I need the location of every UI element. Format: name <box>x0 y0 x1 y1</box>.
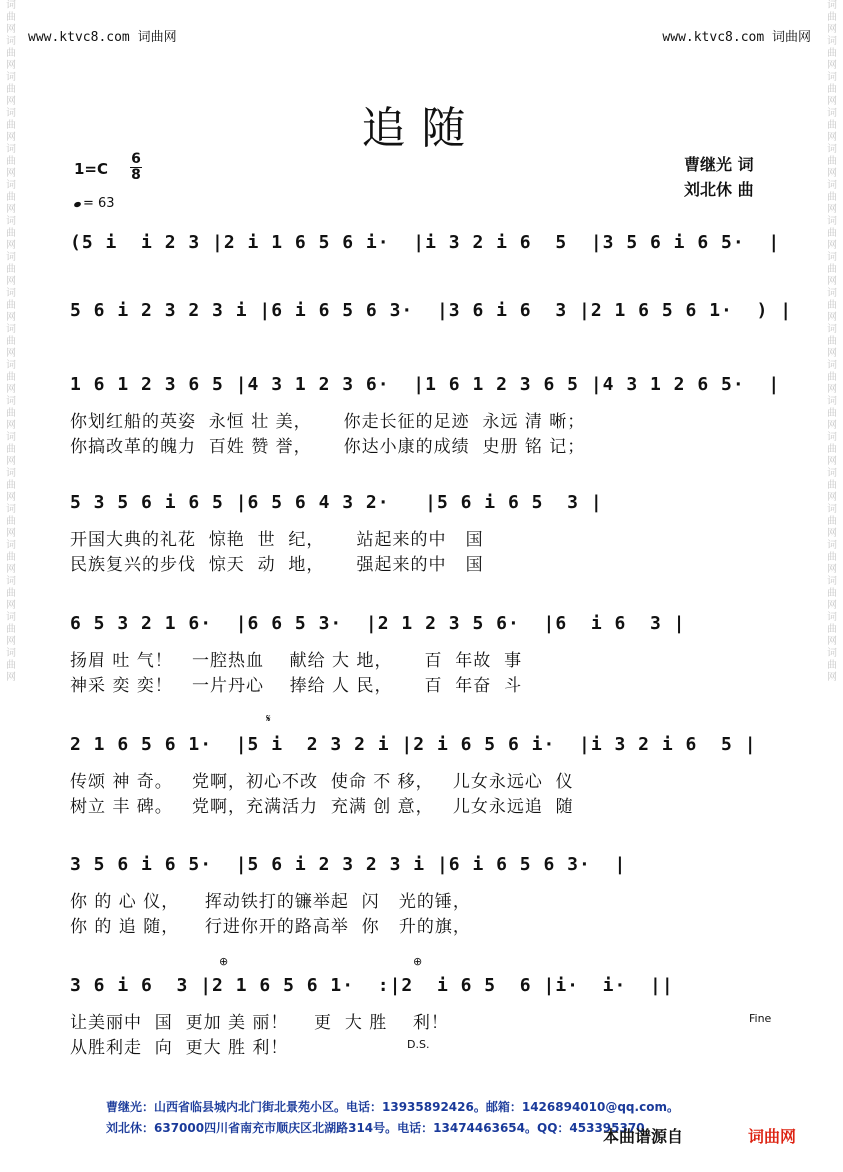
watermark-char: 曲 <box>6 516 16 527</box>
watermark-char: 曲 <box>827 408 837 419</box>
lyric-verse-2: 神采 奕 奕！ 一片丹心 捧给 人 民， 百 年奋 斗 <box>70 676 523 696</box>
watermark-char: 曲 <box>6 336 16 347</box>
lyric-verse-2: 民族复兴的步伐 惊天 动 地， 强起来的中 国 <box>70 555 484 575</box>
watermark-char: 词 <box>6 648 16 659</box>
notation-line: 5 3 5 6 i 6 5 |6 5 6 4 3 2· |5 6 i 6 5 3 | <box>70 492 603 513</box>
watermark-char: 网 <box>6 240 16 251</box>
lyric-verse-1: 扬眉 吐 气！ 一腔热血 献给 大 地， 百 年故 事 <box>70 651 523 671</box>
watermark-char: 词 <box>827 612 837 623</box>
watermark-char: 网 <box>827 564 837 575</box>
coda-mark-1: ⊕ <box>219 955 229 968</box>
watermark-char: 词 <box>827 396 837 407</box>
watermark-char: 曲 <box>6 48 16 59</box>
watermark-char: 曲 <box>827 84 837 95</box>
watermark-char: 词 <box>6 396 16 407</box>
watermark-char: 词 <box>827 540 837 551</box>
tempo-value: = 63 <box>83 196 115 211</box>
lyric-verse-1: 开国大典的礼花 惊艳 世 纪， 站起来的中 国 <box>70 530 484 550</box>
watermark-char: 词 <box>6 432 16 443</box>
watermark-char: 网 <box>6 276 16 287</box>
watermark-char: 词 <box>6 252 16 263</box>
site-url-left[interactable]: www.ktvc8.com 词曲网 <box>28 30 177 45</box>
source-label: 本曲谱源自 <box>603 1127 684 1146</box>
watermark-char: 网 <box>6 384 16 395</box>
watermark-char: 词 <box>827 252 837 263</box>
watermark-char: 曲 <box>827 48 837 59</box>
composer-credit: 刘北休 曲 <box>684 180 754 199</box>
time-signature-top: 6 <box>131 151 141 167</box>
watermark-char: 网 <box>827 96 837 107</box>
watermark-char: 曲 <box>827 624 837 635</box>
watermark-char: 网 <box>827 60 837 71</box>
watermark-char: 词 <box>6 360 16 371</box>
quarter-note-icon <box>73 201 81 208</box>
lyric-verse-2: 你搞改革的魄力 百姓 赞 誉， 你达小康的成绩 史册 铭 记； <box>70 437 586 457</box>
watermark-char: 网 <box>827 384 837 395</box>
watermark-char: 网 <box>827 276 837 287</box>
watermark-char: 曲 <box>827 336 837 347</box>
watermark-char: 曲 <box>827 12 837 23</box>
footer-line-composer: 刘北休：637000四川省南充市顺庆区北湖路314号。电话：13474463654。QQ：453395370 <box>106 1121 645 1135</box>
watermark-char: 曲 <box>827 192 837 203</box>
watermark-char: 词 <box>827 36 837 47</box>
notation-line: 3 6 i 6 3 |2 1 6 5 6 1· :|2 i 6 5 6 |i· i· || <box>70 975 674 996</box>
watermark-char: 词 <box>827 324 837 335</box>
watermark-char: 网 <box>6 420 16 431</box>
watermark-char: 词 <box>827 72 837 83</box>
watermark-char: 网 <box>827 600 837 611</box>
watermark-char: 网 <box>827 240 837 251</box>
watermark-char: 网 <box>827 456 837 467</box>
lyric-verse-2: 从胜利走 向 更大 胜 利！ <box>70 1038 289 1058</box>
watermark-char: 网 <box>6 24 16 35</box>
watermark-char: 词 <box>6 288 16 299</box>
lyricist-credit: 曹继光 词 <box>684 155 754 174</box>
watermark-char: 词 <box>6 144 16 155</box>
watermark-char: 曲 <box>6 12 16 23</box>
watermark-char: 曲 <box>827 264 837 275</box>
watermark-char: 词 <box>6 576 16 587</box>
watermark-char: 词 <box>6 612 16 623</box>
watermark-char: 词 <box>6 36 16 47</box>
watermark-char: 网 <box>6 60 16 71</box>
watermark-char: 网 <box>6 564 16 575</box>
lyric-verse-2: 你 的 追 随， 行进你开的路高举 你 升的旗， <box>70 917 471 937</box>
watermark-char: 网 <box>827 204 837 215</box>
watermark-char: 词 <box>6 468 16 479</box>
site-logo[interactable]: 词曲网 <box>748 1127 797 1146</box>
watermark-char: 网 <box>6 204 16 215</box>
watermark-char: 词 <box>827 468 837 479</box>
watermark-char: 曲 <box>827 156 837 167</box>
watermark-char: 词 <box>6 108 16 119</box>
tempo-marking <box>74 196 115 211</box>
watermark-char: 曲 <box>6 156 16 167</box>
watermark-char: 曲 <box>827 300 837 311</box>
watermark-char: 词 <box>827 0 837 11</box>
watermark-char: 网 <box>6 348 16 359</box>
watermark-char: 曲 <box>6 480 16 491</box>
watermark-char: 曲 <box>6 300 16 311</box>
notation-line: 6 5 3 2 1 6· |6 6 5 3· |2 1 2 3 5 6· |6 i 6 3 | <box>70 613 686 634</box>
watermark-char: 曲 <box>6 444 16 455</box>
watermark-char: 曲 <box>827 516 837 527</box>
lyric-verse-1: 你划红船的英姿 永恒 壮 美， 你走长征的足迹 永远 清 晰； <box>70 412 586 432</box>
watermark-char: 词 <box>6 0 16 11</box>
watermark-char: 曲 <box>827 480 837 491</box>
watermark-char: 曲 <box>827 228 837 239</box>
fine-mark: Fine <box>749 1012 772 1025</box>
watermark-char: 网 <box>6 168 16 179</box>
watermark-char: 网 <box>6 312 16 323</box>
watermark-char: 曲 <box>827 588 837 599</box>
watermark-char: 词 <box>827 360 837 371</box>
contact-footer <box>106 1097 679 1139</box>
watermark-char: 曲 <box>6 588 16 599</box>
watermark-char: 曲 <box>827 660 837 671</box>
watermark-char: 网 <box>6 456 16 467</box>
watermark-char: 词 <box>6 180 16 191</box>
watermark-char: 曲 <box>827 120 837 131</box>
key-signature: 1=C <box>74 160 109 178</box>
right-watermark-strip <box>821 0 843 1172</box>
watermark-char: 曲 <box>6 192 16 203</box>
watermark-char: 网 <box>827 636 837 647</box>
watermark-char: 词 <box>6 504 16 515</box>
watermark-char: 曲 <box>6 624 16 635</box>
watermark-char: 曲 <box>6 552 16 563</box>
watermark-char: 网 <box>6 600 16 611</box>
watermark-char: 曲 <box>6 120 16 131</box>
watermark-char: 词 <box>827 180 837 191</box>
lyric-verse-2: 树立 丰 碑。 党啊，充满活力 充满 创 意， 儿女永远追 随 <box>70 797 574 817</box>
credits <box>684 152 754 202</box>
lyric-verse-1: 你 的 心 仪， 挥动铁打的镰举起 闪 光的锤， <box>70 892 471 912</box>
watermark-char: 词 <box>827 432 837 443</box>
site-url-right[interactable]: www.ktvc8.com 词曲网 <box>662 30 811 45</box>
notation-line: 5 6 i 2 3 2 3 i |6 i 6 5 6 3· |3 6 i 6 3 |2 1 6 5 6 1· ) | <box>70 300 793 321</box>
watermark-char: 曲 <box>6 264 16 275</box>
watermark-char: 网 <box>827 672 837 683</box>
watermark-char: 曲 <box>827 444 837 455</box>
watermark-char: 词 <box>827 288 837 299</box>
watermark-char: 网 <box>6 96 16 107</box>
watermark-char: 词 <box>827 576 837 587</box>
watermark-char: 词 <box>827 108 837 119</box>
lyric-verse-1: 传颂 神 奇。 党啊，初心不改 使命 不 移， 儿女永远心 仪 <box>70 772 574 792</box>
watermark-char: 曲 <box>6 372 16 383</box>
notation-line: (5 i i 2 3 |2 i 1 6 5 6 i· |i 3 2 i 6 5 |3 5 6 i 6 5· | <box>70 232 781 253</box>
segno-mark: 𝄋 <box>266 712 271 725</box>
watermark-char: 曲 <box>6 84 16 95</box>
watermark-char: 网 <box>827 348 837 359</box>
footer-line-lyricist: 曹继光：山西省临县城内北门街北景苑小区。电话：13935892426。邮箱：1426894010@qq.com。 <box>106 1100 679 1114</box>
watermark-char: 曲 <box>6 660 16 671</box>
lyric-verse-1: 让美丽中 国 更加 美 丽！ 更 大 胜 利！ <box>70 1013 449 1033</box>
watermark-char: 网 <box>6 132 16 143</box>
watermark-char: 网 <box>827 168 837 179</box>
watermark-char: 网 <box>827 420 837 431</box>
watermark-char: 词 <box>827 504 837 515</box>
watermark-char: 曲 <box>6 408 16 419</box>
coda-mark-2: ⊕ <box>413 955 423 968</box>
watermark-char: 词 <box>827 144 837 155</box>
watermark-char: 网 <box>827 24 837 35</box>
time-signature-bottom: 8 <box>131 167 141 183</box>
notation-line: 2 1 6 5 6 1· |5 i 2 3 2 i |2 i 6 5 6 i· |i 3 2 i 6 5 | <box>70 734 757 755</box>
left-watermark-strip <box>0 0 22 1172</box>
watermark-char: 网 <box>827 492 837 503</box>
ds-mark: D.S. <box>407 1038 430 1051</box>
watermark-char: 曲 <box>827 552 837 563</box>
watermark-char: 词 <box>6 540 16 551</box>
song-title: 追随 <box>361 103 482 154</box>
watermark-char: 词 <box>6 324 16 335</box>
watermark-char: 网 <box>6 636 16 647</box>
notation-line: 3 5 6 i 6 5· |5 6 i 2 3 2 3 i |6 i 6 5 6 3· | <box>70 854 627 875</box>
watermark-char: 网 <box>827 132 837 143</box>
watermark-char: 网 <box>6 672 16 683</box>
watermark-char: 网 <box>827 528 837 539</box>
watermark-char: 词 <box>6 72 16 83</box>
watermark-char: 词 <box>6 216 16 227</box>
watermark-char: 词 <box>827 216 837 227</box>
watermark-char: 网 <box>6 528 16 539</box>
notation-line: 1 6 1 2 3 6 5 |4 3 1 2 3 6· |1 6 1 2 3 6 5 |4 3 1 2 6 5· | <box>70 374 781 395</box>
watermark-char: 网 <box>6 492 16 503</box>
watermark-char: 曲 <box>6 228 16 239</box>
watermark-char: 网 <box>827 312 837 323</box>
watermark-char: 曲 <box>827 372 837 383</box>
time-signature <box>130 152 142 183</box>
watermark-char: 词 <box>827 648 837 659</box>
